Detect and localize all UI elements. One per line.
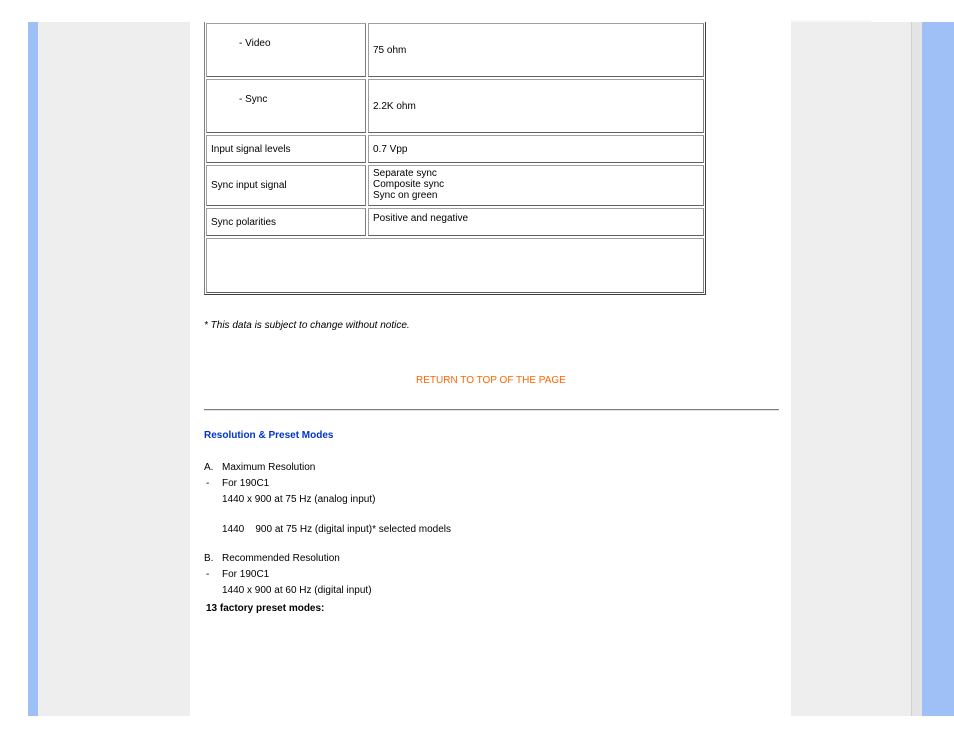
- model-label: For 190C1: [222, 478, 270, 489]
- digital-resolution: 1440 900 at 75 Hz (digital input)* selected models: [222, 524, 452, 535]
- table-cell-label: [206, 23, 366, 77]
- table-cell-label: [206, 208, 366, 236]
- table-cell-value: [368, 165, 704, 206]
- right-sidebar: [791, 22, 911, 716]
- disclaimer-text: * This data is subject to change without notice.: [204, 320, 410, 331]
- sync-input-value-2: Composite sync: [373, 179, 445, 190]
- max-resolution-label: Maximum Resolution: [222, 462, 316, 473]
- analog-resolution: 1440 x 900 at 75 Hz (analog input): [222, 494, 376, 505]
- recommended-resolution-label: Recommended Resolution: [222, 553, 340, 564]
- right-blue-border: [922, 22, 954, 716]
- table-cell-empty: [206, 238, 704, 293]
- input-levels-value: 0.7 Vpp: [373, 143, 408, 155]
- spec-table: [204, 22, 706, 295]
- left-blue-border: [28, 22, 38, 716]
- polarities-value: Positive and negative: [373, 213, 469, 224]
- sync-input-label: Sync input signal: [211, 180, 287, 191]
- return-to-top-link[interactable]: RETURN TO TOP OF THE PAGE: [416, 375, 566, 386]
- model-label: For 190C1: [222, 569, 270, 580]
- table-cell-value: [368, 79, 704, 133]
- section-heading: Resolution & Preset Modes: [204, 430, 334, 441]
- table-row-input-levels: [205, 134, 705, 164]
- preset-modes-heading: 13 factory preset modes:: [206, 603, 325, 614]
- table-cell-value: [368, 208, 704, 236]
- table-row-sync: [205, 78, 705, 134]
- recommended-digital-resolution: 1440 x 900 at 60 Hz (digital input): [222, 585, 372, 596]
- video-value: 75 ohm: [373, 45, 407, 56]
- table-cell-label: [206, 135, 366, 163]
- dash-marker: -: [206, 569, 210, 580]
- table-row-empty: [205, 237, 705, 294]
- sync-value: 2.2K ohm: [373, 101, 416, 112]
- video-label: - Video: [239, 38, 271, 49]
- sync-input-value-1: Separate sync: [373, 168, 437, 179]
- table-cell-value: [368, 135, 704, 163]
- horizontal-divider: [204, 409, 779, 411]
- left-margin: [0, 0, 28, 738]
- bottom-margin: [0, 716, 954, 738]
- polarities-label: Sync polarities: [211, 216, 277, 228]
- list-marker-a: A.: [204, 462, 214, 473]
- sync-label: - Sync: [239, 94, 268, 105]
- table-row-sync-input: [205, 164, 705, 207]
- table-cell-value: [368, 23, 704, 77]
- table-row-video: [205, 22, 705, 78]
- sync-input-value-3: Sync on green: [373, 190, 438, 201]
- table-row-polarities: [205, 207, 705, 237]
- input-levels-label: Input signal levels: [211, 143, 291, 155]
- table-cell-label: [206, 165, 366, 206]
- left-sidebar: [38, 22, 190, 716]
- list-marker-b: B.: [204, 553, 214, 564]
- table-cell-label: [206, 79, 366, 133]
- dash-marker: -: [206, 478, 210, 489]
